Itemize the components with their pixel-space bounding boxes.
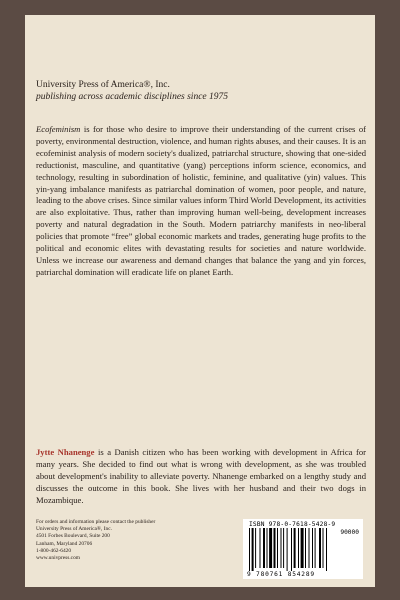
- book-title: Ecofeminism: [36, 124, 81, 134]
- contact-line: 4501 Forbes Boulevard, Suite 200: [36, 533, 110, 540]
- author-name: Jytte Nhanenge: [36, 447, 95, 457]
- contact-line: Lanham, Maryland 20706: [36, 540, 93, 547]
- publisher-contact: [36, 519, 216, 562]
- publisher-name: University Press of America®, Inc.: [36, 80, 170, 90]
- contact-line: For orders and information please contact the publisher: [36, 519, 156, 525]
- contact-line: University Press of America®, Inc.: [36, 526, 112, 533]
- description-text: is for those who desire to improve their understanding of the current crises of poverty, environmental destruction, violence, and human rights abuses, and their causes. It is an ecofeminist analysis of modern society's dualized, patriarchal structure, showing that one-sided reductionist, masculine, and quantitative (yang) perceptions inform science, economics, and technology, resulting in subordination of holistic, feminine, and qualitative (yin) values. This yin-yang imbalance manifests as patriarchal domination of women, poor people, and nature, leading to the above crises. Since similar values inform Third World Development, its activities are also exploitative. Thus, rather than improving human well-being, development increases poverty and natural degradation in the South. Modern patriarchy manifests in neo-liberal policies that promote “free” global economic markets and trades, generating huge profits to the political and economic elites with devastating results for societies and nature worldwide. Unless we increase our awareness and demand changes that balance the yang and yin forces, patriarchal domination will eradicate life on planet Earth.: [36, 124, 366, 277]
- isbn-label: ISBN 978-0-7618-5428-9: [249, 521, 336, 528]
- price-code: 90000: [340, 529, 359, 536]
- publisher-block: [36, 79, 366, 103]
- isbn-barcode: [243, 519, 363, 579]
- book-description: [36, 124, 366, 279]
- barcode-digits: 9 780761 854289: [247, 571, 315, 578]
- publisher-tagline: publishing across academic disciplines since 1975: [36, 92, 228, 102]
- contact-website: www.univpress.com: [36, 555, 80, 562]
- author-bio: [36, 447, 366, 507]
- contact-line: 1-800-462-6420: [36, 547, 72, 554]
- barcode-icon: [247, 528, 327, 571]
- author-bio-text: is a Danish citizen who has been working with development in Africa for many years. She decided to find out what is wrong with development, as she was troubled about development's inability to alleviate poverty. Nhanenge embarked on a lengthy study and discusses the outcome in this book. She lives with her husband and their two dogs in Mozambique.: [36, 447, 366, 505]
